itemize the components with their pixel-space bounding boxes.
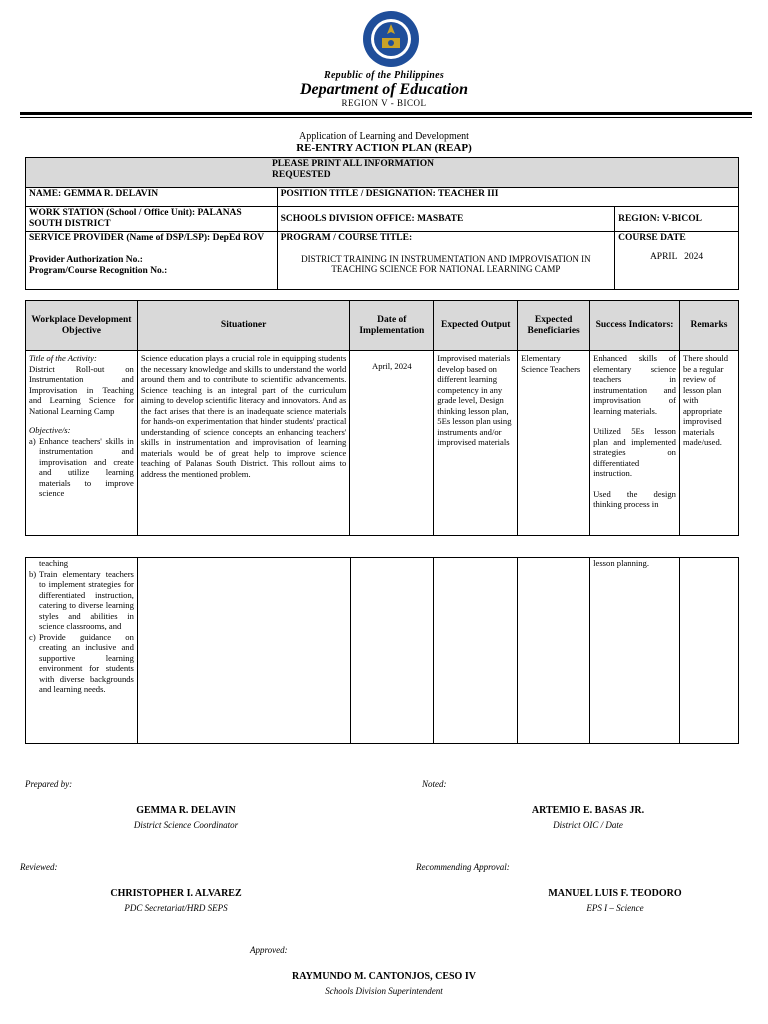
- prepared-label: Prepared by:: [25, 779, 73, 789]
- date-cont-cell: [350, 558, 434, 744]
- noted-title: District OIC / Date: [553, 820, 623, 830]
- print-notice: PLEASE PRINT ALL INFORMATION REQUESTED: [26, 158, 739, 188]
- region-field: REGION: V-BICOL: [615, 207, 739, 232]
- objective-list-cont: [29, 569, 134, 695]
- approved-label: Approved:: [250, 945, 288, 955]
- action-plan-table: [25, 300, 739, 536]
- name-field: NAME: GEMMA R. DELAVIN: [26, 188, 278, 207]
- date-cell: April, 2024: [350, 351, 434, 536]
- course-date-value: APRIL 2024: [649, 252, 704, 262]
- objective-a: a) Enhance teachers' skills in instrumentation and improvisation and create and utilize learning materials to improve science: [29, 435, 134, 498]
- objective-cell: [26, 351, 138, 536]
- objective-list: [29, 436, 134, 499]
- course-date-label: COURSE DATE: [618, 233, 686, 243]
- service-provider-field: SERVICE PROVIDER (Name of DSP/LSP): DepEd ROV: [29, 233, 265, 243]
- remarks-cell: There should be a regular review of lesson plan with appropriate improvised materials made/used.: [679, 351, 738, 536]
- col-header-date: Date of Implementation: [350, 301, 434, 351]
- deped-seal-logo: [362, 10, 420, 68]
- activity-title: District Roll-out on Instrumentation and Improvisation in Teaching and Learning Science for National Learning Camp: [29, 363, 134, 416]
- approved-name: RAYMUNDO M. CANTONJOS, CESO IV: [292, 971, 476, 982]
- output-cell: Improvised materials develop based on different learning competency in any grade level, Design thinking lesson plan, 5Es lesson plan using instruments and/or improvised materials: [434, 351, 518, 536]
- indicators-cell: [590, 351, 680, 536]
- program-label: PROGRAM / COURSE TITLE:: [280, 233, 413, 243]
- activity-label: Title of the Activity:: [29, 353, 97, 363]
- document-subtitle: Application of Learning and Development: [299, 131, 469, 142]
- program-title: DISTRICT TRAINING IN INSTRUMENTATION AND IMPROVISATION IN TEACHING SCIENCE FOR NATIONAL LEARNING CAMP: [301, 254, 591, 274]
- work-station-field: WORK STATION (School / Office Unit): PALANAS SOUTH DISTRICT: [26, 207, 278, 232]
- indicators-cont-cell: [590, 558, 680, 744]
- indicator-2: Utilized 5Es lesson plan and implemented strategies on differentiated instruction.: [593, 426, 676, 478]
- beneficiaries-cell: Elementary Science Teachers: [518, 351, 590, 536]
- recommending-label: Recommending Approval:: [416, 862, 510, 872]
- col-header-objective: Workplace Development Objective: [26, 301, 138, 351]
- document-title: RE-ENTRY ACTION PLAN (REAP): [296, 142, 472, 154]
- objective-c: c) Provide guidance on creating an inclusive and supportive learning environment for students with diverse backgrounds and learning needs.: [29, 631, 134, 694]
- col-header-beneficiaries: Expected Beneficiaries: [518, 301, 590, 351]
- objectives-label: Objective/s:: [29, 425, 71, 435]
- indicator-1: Enhanced skills of elementary science teachers in instrumentation and improvisation of learning materials.: [593, 353, 676, 416]
- recommending-title: EPS I – Science: [586, 903, 644, 913]
- region-line: REGION V - BICOL: [341, 98, 427, 108]
- output-cont-cell: [434, 558, 518, 744]
- beneficiaries-cont-cell: [518, 558, 590, 744]
- indicator-3: Used the design thinking process in: [593, 488, 676, 509]
- approved-title: Schools Division Superintendent: [325, 986, 443, 996]
- action-plan-continuation: [25, 557, 739, 744]
- prepared-title: District Science Coordinator: [133, 820, 239, 830]
- situationer-cell: Science education plays a crucial role in equipping students the necessary knowledge and skills to understand the world around them and to contribute to scientific advancements. Science teaching is an integral part of the curriculum aiming to develop scientific literacy and innovators. And as the fact arises that there is an inadequate science materials for hands-on experimentation that hinder students' practical understanding of science concepts an enhancing teachers' skills in instrumentation and improvisation of learning materials would be of great help to improve science teaching of Palanas South District. This rollout aims to address the mentioned problem.: [137, 351, 349, 536]
- program-recog-field: Program/Course Recognition No.:: [29, 266, 168, 276]
- col-header-remarks: Remarks: [679, 301, 738, 351]
- provider-auth-field: Provider Authorization No.:: [29, 255, 143, 265]
- header-rule-thin: [20, 117, 752, 118]
- objective-b: b) Train elementary teachers to implement strategies for differentiated instruction, catering to diverse learning styles and abilities in science classrooms, and: [29, 568, 134, 631]
- reviewed-name: CHRISTOPHER I. ALVAREZ: [110, 888, 242, 899]
- header-rule-thick: [20, 112, 752, 115]
- noted-label: Noted:: [422, 779, 447, 789]
- col-header-output: Expected Output: [434, 301, 518, 351]
- prepared-name: GEMMA R. DELAVIN: [136, 805, 236, 816]
- noted-name: ARTEMIO E. BASAS JR.: [531, 805, 645, 816]
- course-date-cell: [615, 232, 739, 290]
- service-provider-cell: [26, 232, 278, 290]
- remarks-cont-cell: [680, 558, 739, 744]
- indicator-3-cont: lesson planning.: [593, 558, 649, 568]
- position-field: POSITION TITLE / DESIGNATION: TEACHER III: [277, 188, 738, 207]
- program-cell: [277, 232, 614, 290]
- reviewed-label: Reviewed:: [20, 862, 58, 872]
- col-header-situationer: Situationer: [137, 301, 349, 351]
- recommending-name: MANUEL LUIS F. TEODORO: [548, 888, 682, 899]
- republic-line: Republic of the Philippines: [323, 70, 445, 81]
- situationer-cont-cell: [137, 558, 350, 744]
- col-header-indicators: Success Indicators:: [590, 301, 680, 351]
- sdo-field: SCHOOLS DIVISION OFFICE: MASBATE: [277, 207, 614, 232]
- objective-cont-cell: [26, 558, 138, 744]
- info-table: [25, 157, 739, 290]
- department-name: Department of Education: [299, 81, 468, 98]
- objective-a-cont: teaching: [39, 558, 69, 568]
- reviewed-title: PDC Secretariat/HRD SEPS: [124, 903, 228, 913]
